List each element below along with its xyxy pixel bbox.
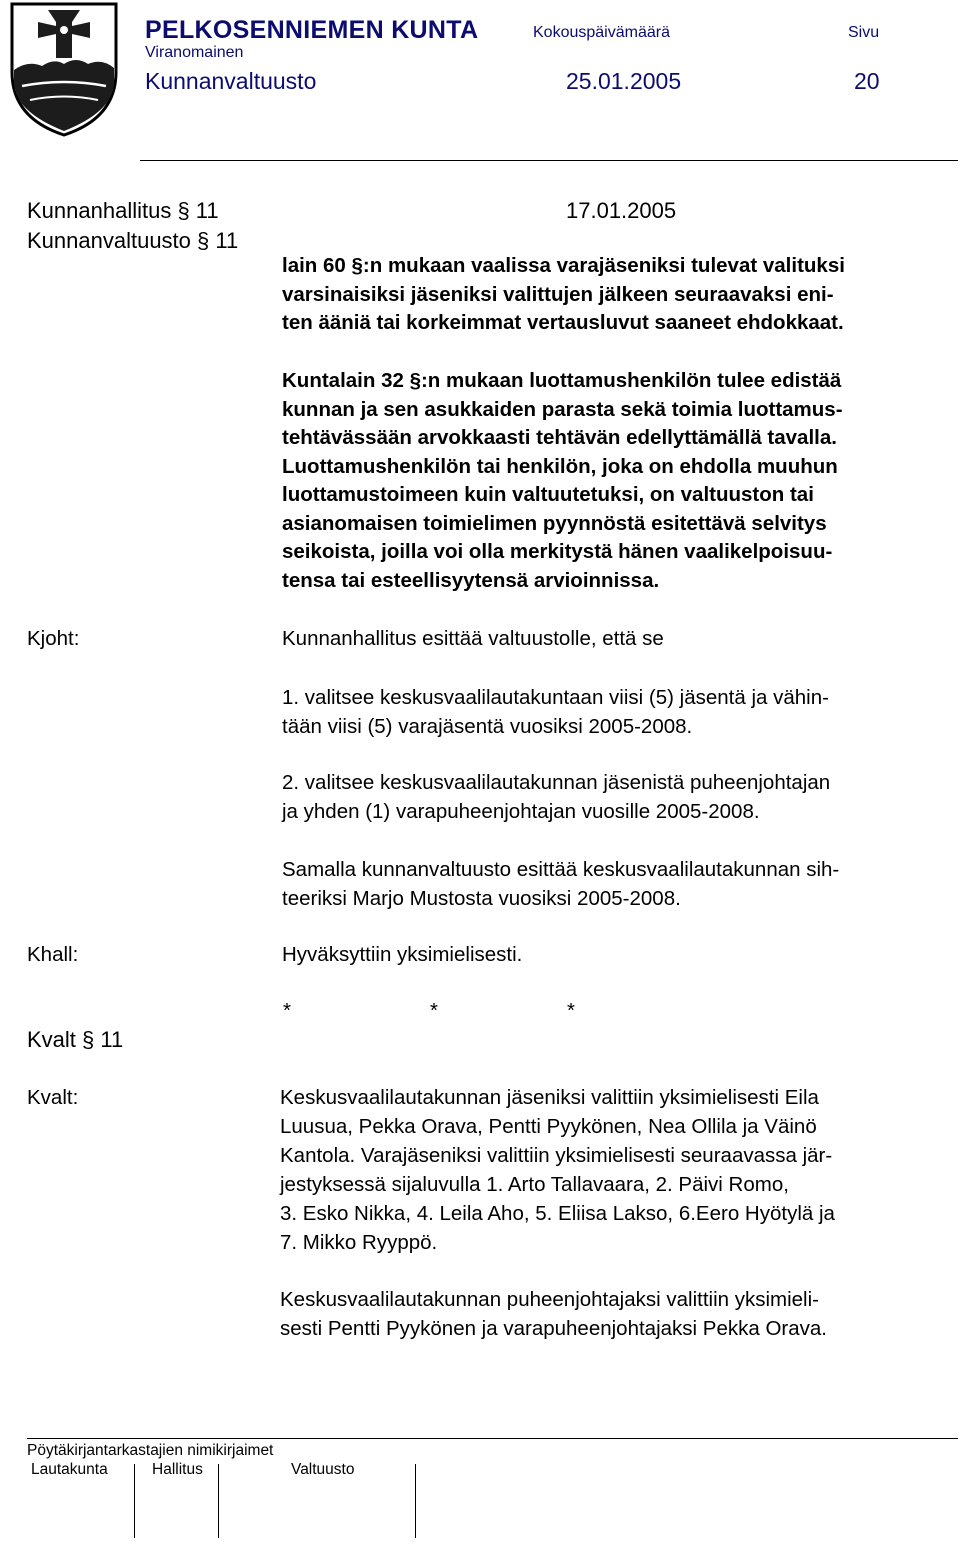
text-line: varsinaisiksi jäseniksi valittujen jälkeen seuraavaksi eni- [282, 282, 834, 306]
text-line: tensa tai esteellisyytensä arvioinnissa. [282, 568, 660, 592]
organization-name: PELKOSENNIEMEN KUNTA [145, 16, 479, 44]
khall-decision: Hyväksyttiin yksimielisesti. [282, 943, 523, 966]
meeting-date-value: 25.01.2005 [566, 68, 682, 94]
text-line: asianomaisen toimielimen pyynnöstä esitettävä selvitys [282, 511, 827, 535]
kvalt-label: Kvalt: [27, 1086, 79, 1109]
text-line: 7. Mikko Ryyppö. [280, 1231, 438, 1254]
secretary-proposal [282, 855, 839, 913]
footer-col-lautakunta: Lautakunta [31, 1461, 108, 1478]
text-line: Keskusvaalilautakunnan puheenjohtajaksi valittiin yksimieli- [280, 1288, 819, 1311]
kjoht-proposal: Kunnanhallitus esittää valtuustolle, että se [282, 627, 664, 650]
text-line: Kuntalain 32 §:n mukaan luottamushenkilön tulee edistää [282, 369, 842, 392]
kvalt-decision-chair [280, 1285, 827, 1343]
page-label: Sivu [848, 24, 880, 41]
header-divider [140, 160, 958, 161]
signature-divider [415, 1464, 416, 1538]
authority-label: Viranomainen [145, 44, 244, 61]
reference-kunnanhallitus: Kunnanhallitus § 11 [27, 198, 219, 223]
footer-divider [27, 1438, 958, 1439]
text-line: Kantola. Varajäseniksi valittiin yksimielisesti seuraavassa jär- [280, 1144, 833, 1167]
text-line: 3. Esko Nikka, 4. Leila Aho, 5. Eliisa Lakso, 6.Eero Hyötylä ja [280, 1202, 835, 1225]
legal-paragraph-2 [282, 367, 843, 595]
footer-col-hallitus: Hallitus [152, 1461, 203, 1478]
proposal-item-1 [282, 683, 829, 741]
footer-col-valtuusto: Valtuusto [291, 1461, 355, 1478]
reference-kunnanvaltuusto: Kunnanvaltuusto § 11 [27, 228, 239, 253]
text-line: Luusua, Pekka Orava, Pentti Pyykönen, Nea Ollila ja Väinö [280, 1115, 817, 1138]
text-line: sesti Pentti Pyykönen ja varapuheenjohtajaksi Pekka Orava. [280, 1317, 827, 1340]
text-line: kunnan ja sen asukkaiden parasta sekä toimia luottamus- [282, 397, 843, 421]
signature-divider [218, 1464, 219, 1538]
signature-divider [134, 1464, 135, 1538]
kjoht-label: Kjoht: [27, 627, 80, 650]
separator-star: * [567, 999, 575, 1022]
text-line: 1. valitsee keskusvaalilautakuntaan viisi (5) jäsentä ja vähin- [282, 686, 829, 709]
text-line: Samalla kunnanvaltuusto esittää keskusvaalilautakunnan sih- [282, 858, 840, 881]
proposal-item-2 [282, 768, 830, 826]
khall-label: Khall: [27, 943, 79, 966]
text-line: 2. valitsee keskusvaalilautakunnan jäsenistä puheenjohtajan [282, 771, 831, 794]
legal-paragraph-1 [282, 252, 845, 338]
footer-title: Pöytäkirjantarkastajien nimikirjaimet [27, 1442, 274, 1459]
municipal-coat-of-arms-logo [8, 0, 120, 138]
kvalt-decision-members [280, 1083, 835, 1257]
text-line: ja yhden (1) varapuheenjohtajan vuosille 2005-2008. [282, 800, 760, 823]
page-number: 20 [854, 68, 880, 94]
text-line: luottamustoimeen kuin valtuutetuksi, on valtuuston tai [282, 483, 814, 506]
text-line: jestyksessä sijaluvulla 1. Arto Tallavaara, 2. Päivi Romo, [280, 1173, 789, 1196]
text-line: seikoista, joilla voi olla merkitystä hänen vaalikelpoisuu- [282, 540, 833, 563]
text-line: Luottamushenkilön tai henkilön, joka on ehdolla muuhun [282, 454, 838, 478]
text-line: Keskusvaalilautakunnan jäseniksi valittiin yksimielisesti Eila [280, 1086, 819, 1109]
separator-star: * [430, 999, 438, 1022]
text-line: tehtävässään arvokkaasti tehtävän edellyttämällä tavalla. [282, 426, 837, 449]
kvalt-section-label: Kvalt § 11 [27, 1027, 124, 1052]
text-line: teeriksi Marjo Mustosta vuosiksi 2005-2008. [282, 887, 681, 910]
authority-value: Kunnanvaltuusto [145, 68, 317, 94]
meeting-date-label: Kokouspäivämäärä [533, 24, 670, 41]
text-line: tään viisi (5) varajäsentä vuosiksi 2005-2008. [282, 715, 693, 738]
text-line: ten ääniä tai korkeimmat vertausluvut saaneet ehdokkaat. [282, 311, 844, 334]
text-line: lain 60 §:n mukaan vaalissa varajäseniksi tulevat valituksi [282, 254, 845, 277]
separator-star: * [283, 999, 291, 1022]
reference-kunnanhallitus-date: 17.01.2005 [566, 198, 677, 223]
